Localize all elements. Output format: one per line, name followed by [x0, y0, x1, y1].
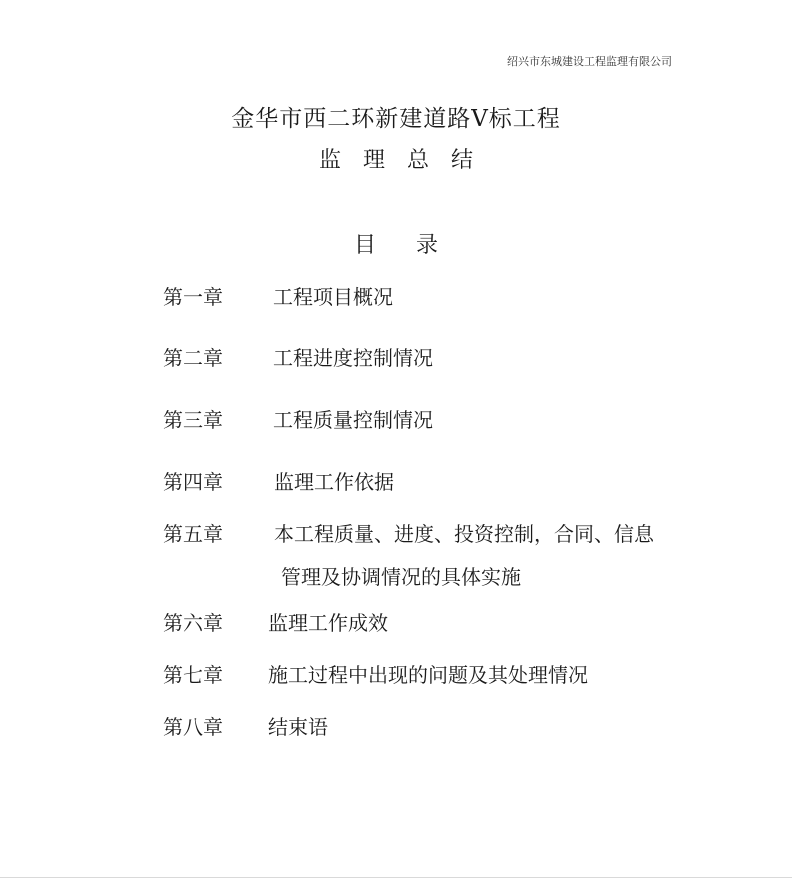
document-subtitle: 监理总结: [318, 148, 495, 173]
toc-chapter-label: 第八章: [163, 715, 223, 739]
toc-chapter-title: 工程进度控制情况: [273, 346, 433, 370]
toc-chapter-label: 第二章: [163, 346, 223, 370]
toc-chapter-title: 工程质量控制情况: [273, 408, 433, 432]
toc-chapter-title: 本工程质量、进度、投资控制，合同、信息: [274, 522, 654, 546]
company-header: 绍兴市东城建设工程监理有限公司: [507, 55, 672, 68]
toc-chapter-title: 结束语: [268, 715, 328, 739]
toc-heading: 目录: [353, 233, 478, 258]
toc-chapter-label: 第一章: [163, 285, 223, 309]
toc-chapter-label: 第五章: [163, 522, 223, 546]
document-title: 金华市西二环新建道路Ⅴ标工程: [231, 106, 561, 132]
toc-chapter-label: 第六章: [163, 611, 223, 635]
toc-chapter-label: 第四章: [163, 470, 223, 494]
toc-chapter-label: 第七章: [163, 663, 223, 687]
toc-chapter-title: 工程项目概况: [273, 285, 393, 309]
toc-chapter-title-continued: 管理及协调情况的具体实施: [281, 565, 521, 589]
page-edge-divider: [0, 877, 792, 878]
toc-chapter-label: 第三章: [163, 408, 223, 432]
toc-chapter-title: 监理工作成效: [268, 611, 388, 635]
toc-chapter-title: 监理工作依据: [274, 470, 394, 494]
toc-chapter-title: 施工过程中出现的问题及其处理情况: [268, 663, 588, 687]
